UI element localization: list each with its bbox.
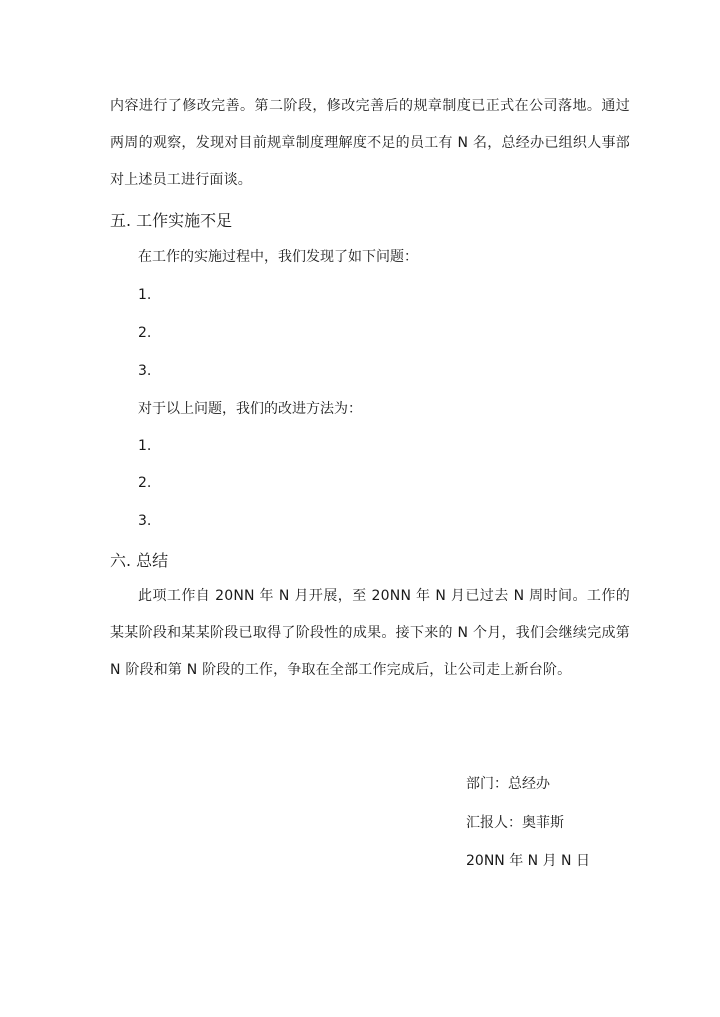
problem-item-1: 1.: [138, 287, 152, 303]
signature-date: 20NN 年 N 月 N 日: [466, 853, 590, 869]
problem-item-2: 2.: [138, 325, 152, 341]
problem-item-3: 3.: [138, 363, 152, 379]
signature-reporter: 汇报人：奥菲斯: [466, 815, 564, 831]
summary-paragraph: 此项工作自 20NN 年 N 月开展，至 20NN 年 N 月已过去 N 周时间。工作的某某阶段和某某阶段已取得了阶段性的成果。接下来的 N 个月，我们会继续完成第 N 阶段和第 N 阶段的工作，争取在全部工作完成后，让公司走上新台阶。: [110, 588, 630, 678]
method-item-3: 3.: [138, 513, 152, 529]
signature-department: 部门：总经办: [466, 776, 550, 792]
methods-intro: 对于以上问题，我们的改进方法为：: [138, 401, 362, 417]
section-6-heading: 六. 总结: [110, 551, 169, 570]
section-5-heading: 五. 工作实施不足: [110, 211, 233, 230]
method-item-2: 2.: [138, 475, 152, 491]
intro-paragraph: 内容进行了修改完善。第二阶段，修改完善后的规章制度已正式在公司落地。通过两周的观察，发现对目前规章制度理解度不足的员工有 N 名，总经办已组织人事部对上述员工进行面谈。: [110, 98, 630, 188]
problems-intro: 在工作的实施过程中，我们发现了如下问题：: [138, 249, 418, 265]
method-item-1: 1.: [138, 438, 152, 454]
